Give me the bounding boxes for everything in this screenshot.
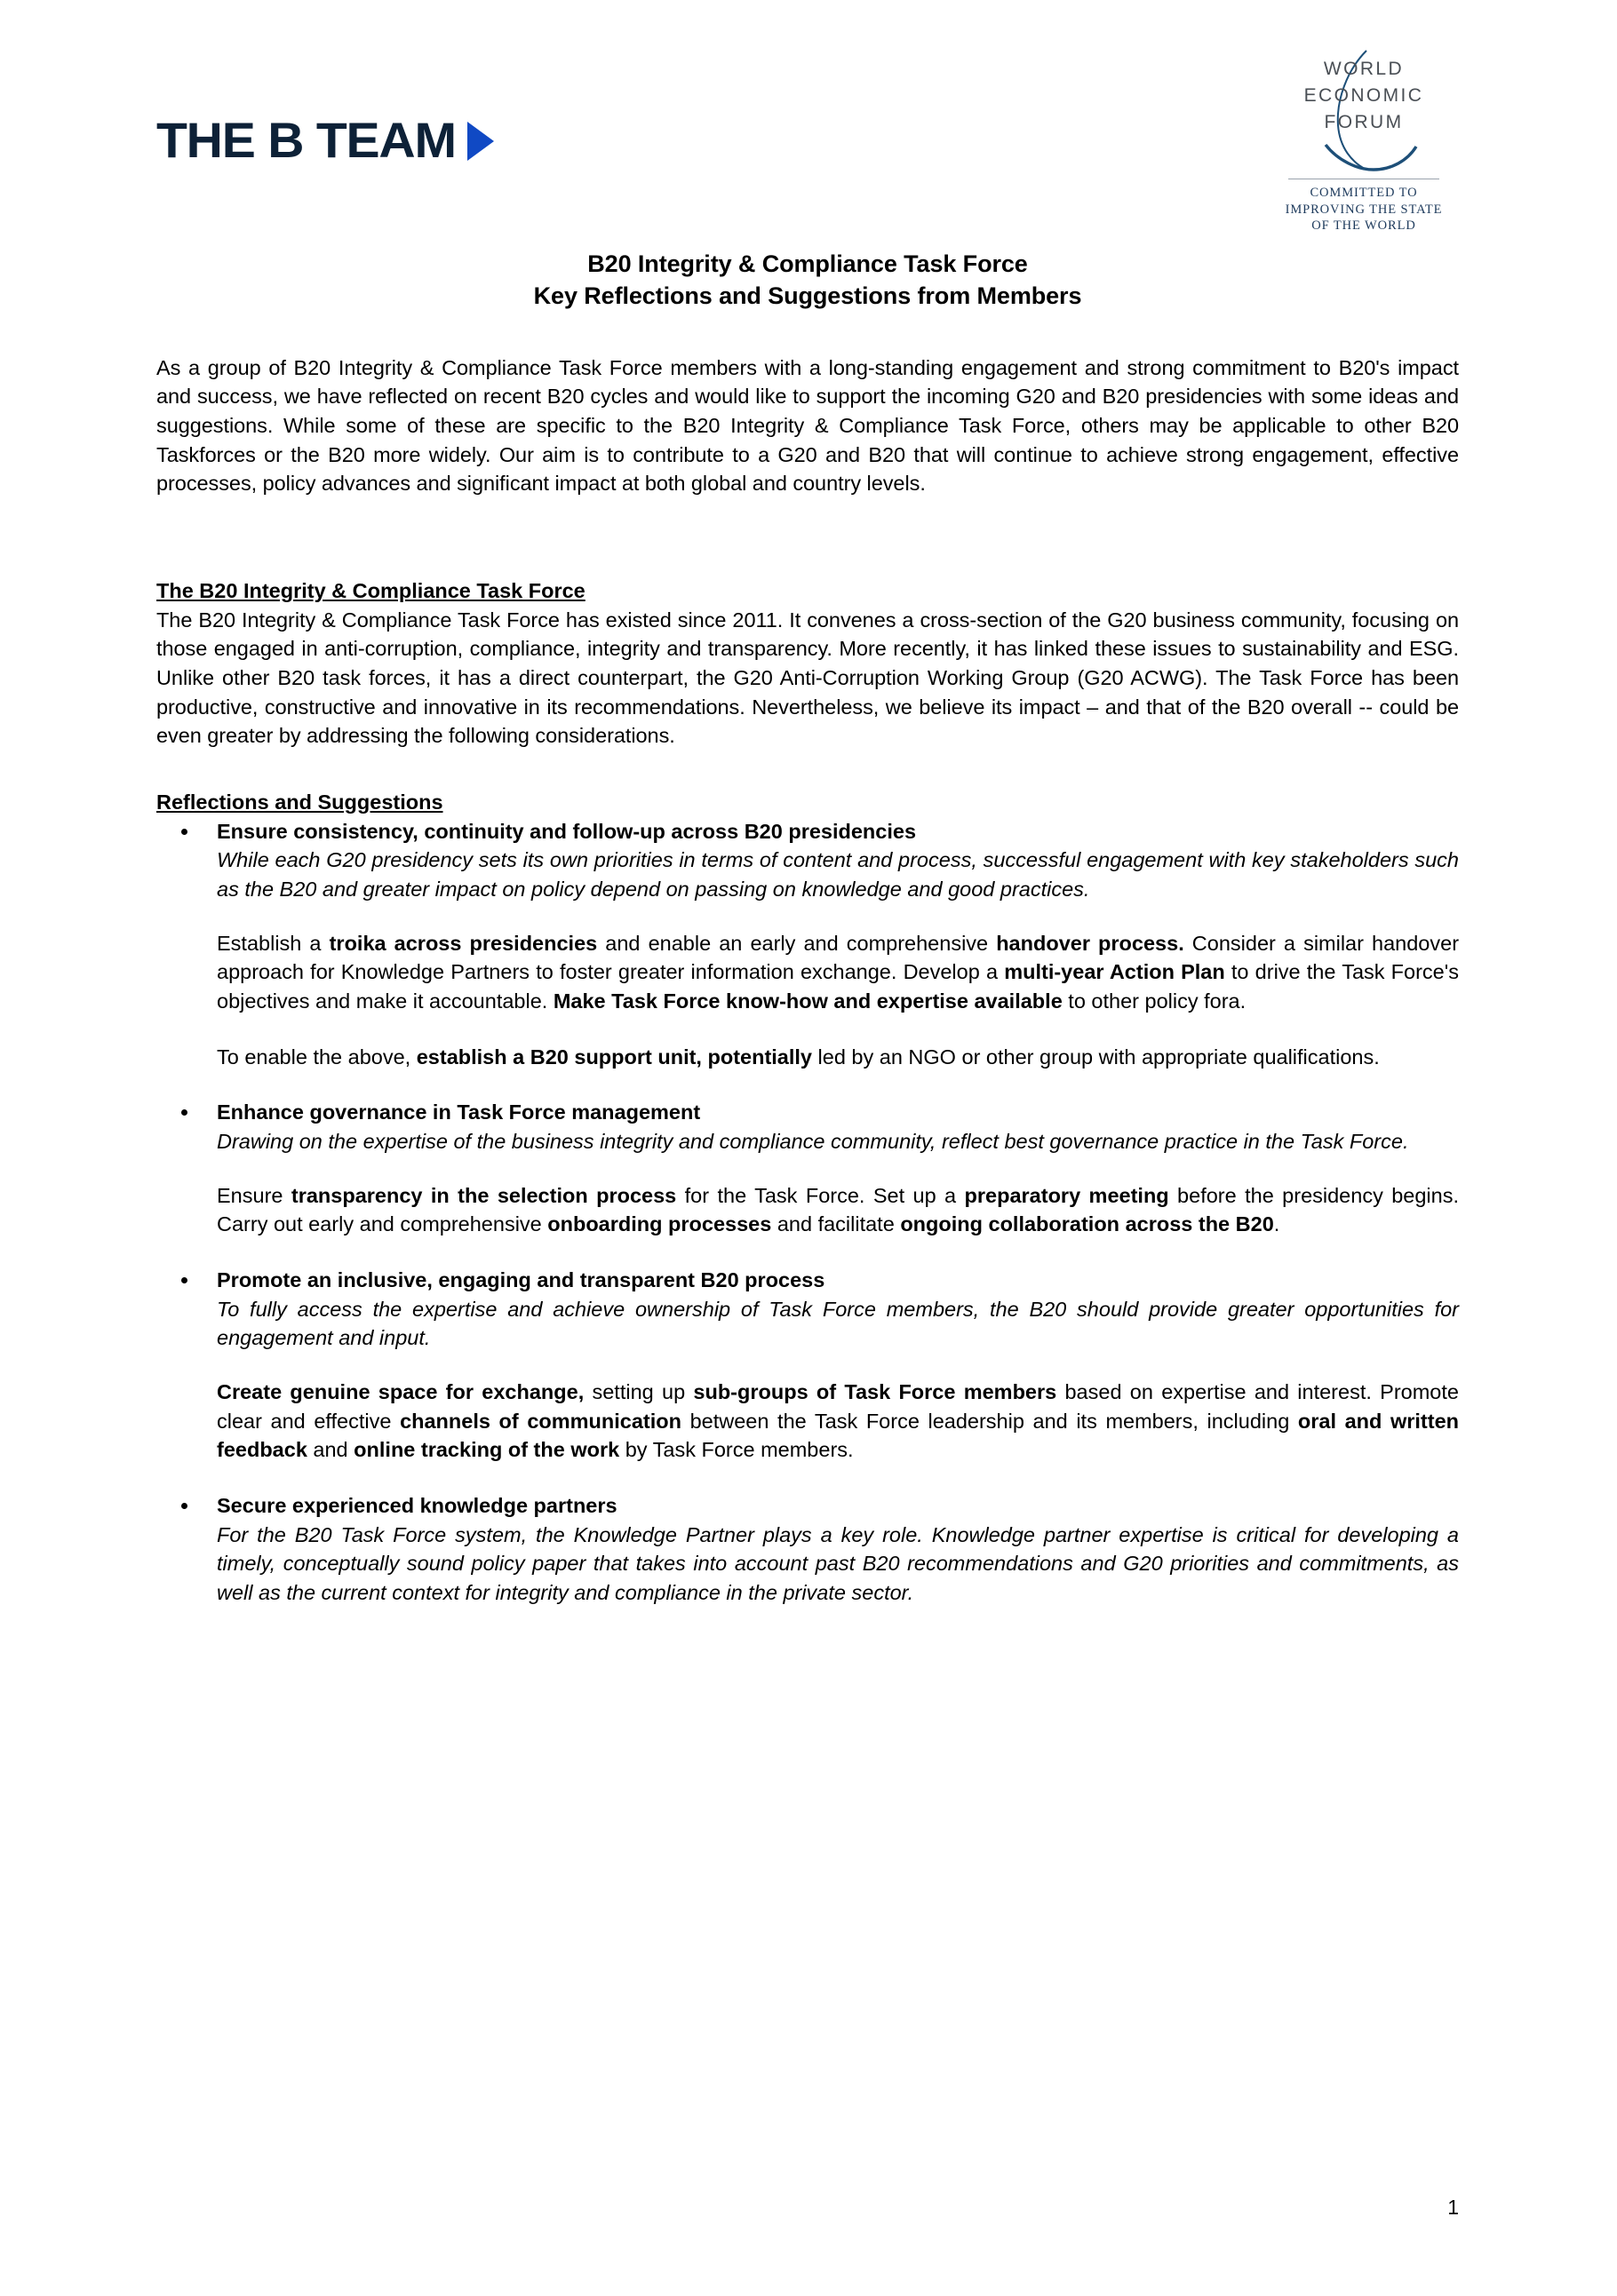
list-item-italic-intro: For the B20 Task Force system, the Knowledge Partner plays a key role. Knowledge partner expertise is critical for developing a timely, conceptually sound policy paper that takes into account past B20 recommendations and G20 priorities and commitments, as well as the current context for integrity and compliance in the private sector. <box>217 1522 1459 1604</box>
wef-wordmark <box>1262 56 1466 135</box>
the-b-team-wordmark: THE B TEAM <box>156 112 456 168</box>
list-item-title: Ensure consistency, continuity and follow-up across B20 presidencies <box>217 819 917 843</box>
bullet-dot-icon <box>181 1277 187 1283</box>
list-item-italic-intro: While each G20 presidency sets its own priorities in terms of content and process, successful engagement with key stakeholders such as the B20 and greater impact on policy depend on passing on knowledge and good practices. <box>217 848 1459 901</box>
page-title-line1: B20 Integrity & Compliance Task Force <box>587 250 1028 277</box>
emphasis-text: sub-groups of Task Force members <box>693 1379 1057 1403</box>
bullet-dot-icon <box>181 1503 187 1509</box>
page-number: 1 <box>1447 2196 1459 2219</box>
intro-paragraph: As a group of B20 Integrity & Compliance Task Force members with a long-standing engagement and strong commitment to B20's impact and success, we have reflected on recent B20 cycles and would like to support the incoming G20 and B20 presidencies with some ideas and suggestions. While some of these are specific to the B20 Integrity & Compliance Task Force, others may be applicable to other B20 Taskforces or the B20 more widely. Our aim is to contribute to a G20 and B20 that will continue to achieve strong engagement, effective processes, policy advances and significant impact at both global and country levels. <box>156 355 1459 496</box>
section-heading-reflections: Reflections and Suggestions <box>156 790 443 814</box>
emphasis-text: troika across presidencies <box>329 931 598 955</box>
bullet-dot-icon <box>181 829 187 835</box>
emphasis-text: establish a B20 support unit, potentially <box>416 1045 812 1069</box>
wef-tagline <box>1244 185 1484 234</box>
emphasis-text: onboarding processes <box>547 1212 772 1236</box>
wef-word-world: WORLD <box>1323 59 1405 79</box>
emphasis-text: handover process. <box>996 931 1184 955</box>
section1-paragraph: The B20 Integrity & Compliance Task Force has existed since 2011. It convenes a cross-section of the G20 business community, focusing on those engaged in anti-corruption, compliance, integrity and transparency. More recently, it has linked these issues to sustainability and ESG. Unlike other B20 task forces, it has a direct counterpart, the G20 Anti-Corruption Working Group (G20 ACWG). The Task Force has been productive, constructive and innovative in its recommendations. Nevertheless, we believe its impact – and that of the B20 overall -- could be even greater by addressing the following considerations. <box>156 608 1459 748</box>
bullet-dot-icon <box>181 1109 187 1116</box>
page-title-line2: Key Reflections and Suggestions from Members <box>533 282 1082 309</box>
spacer <box>156 516 1459 539</box>
emphasis-text: transparency in the selection process <box>291 1183 677 1207</box>
wef-word-forum: FORUM <box>1324 111 1404 132</box>
list-item-title: Promote an inclusive, engaging and transparent B20 process <box>217 1267 825 1291</box>
wef-globe-mark <box>1262 49 1466 173</box>
world-economic-forum-logo <box>1244 49 1484 234</box>
document-body <box>0 249 1617 2219</box>
emphasis-text: oral and written feedback <box>217 1409 1460 1462</box>
emphasis-text: ongoing collaboration across the B20 <box>900 1212 1274 1236</box>
emphasis-text: channels of communication <box>400 1409 681 1433</box>
wef-tagline-line3: OF THE WORLD <box>1311 218 1416 234</box>
wef-tagline-line2: IMPROVING THE STATE <box>1285 202 1443 217</box>
list-item-body-1: Ensure transparency in the selection process for the Task Force. Set up a preparatory meeting before the presidency begins. Carry out early and comprehensive onboarding processes and facilitate ongoing collaboration across the B20. <box>217 1183 1459 1236</box>
list-item-italic-intro: Drawing on the expertise of the business integrity and compliance community, reflect best governance practice in the Task Force. <box>217 1129 1409 1153</box>
list-item <box>156 1266 1459 1465</box>
emphasis-text: multi-year Action Plan <box>1004 960 1225 984</box>
the-b-team-logo <box>156 112 494 168</box>
emphasis-text: Create genuine space for exchange, <box>217 1379 585 1403</box>
list-item-body-1: Establish a troika across presidencies and enable an early and comprehensive handover process. Consider a similar handover approach for Knowledge Partners to foster greater information exchange. Develop a multi-year Action Plan to drive the Task Force's objectives and make it accountable. Make Task Force know-how and expertise available to other policy fora. <box>217 931 1460 1013</box>
play-triangle-icon <box>467 122 494 161</box>
emphasis-text: Make Task Force know-how and expertise available <box>553 989 1063 1013</box>
list-item <box>156 817 1459 1072</box>
list-item-italic-intro: To fully access the expertise and achieve ownership of Task Force members, the B20 should provide greater opportunities for engagement and input. <box>217 1297 1459 1350</box>
page-title <box>156 249 1459 313</box>
list-item <box>156 1491 1459 1608</box>
section-heading-task-force: The B20 Integrity & Compliance Task Force <box>156 579 585 603</box>
emphasis-text: online tracking of the work <box>354 1438 620 1462</box>
list-item-title: Secure experienced knowledge partners <box>217 1493 617 1517</box>
reflections-bullet-list <box>156 817 1459 1608</box>
wef-word-economic: ECONOMIC <box>1303 84 1424 106</box>
list-item <box>156 1098 1459 1239</box>
list-item-body-1: Create genuine space for exchange, setting up sub-groups of Task Force members based on expertise and interest. Promote clear and effective channels of communication between the Task Force leadership and its members, including oral and written feedback and online tracking of the work by Task Force members. <box>217 1379 1460 1462</box>
emphasis-text: preparatory meeting <box>964 1183 1169 1207</box>
list-item-body-2: To enable the above, establish a B20 support unit, potentially led by an NGO or other group with appropriate qualifications. <box>217 1045 1380 1069</box>
page-header <box>0 0 1617 249</box>
list-item-title: Enhance governance in Task Force management <box>217 1100 701 1124</box>
wef-tagline-line1: COMMITTED TO <box>1310 186 1418 200</box>
